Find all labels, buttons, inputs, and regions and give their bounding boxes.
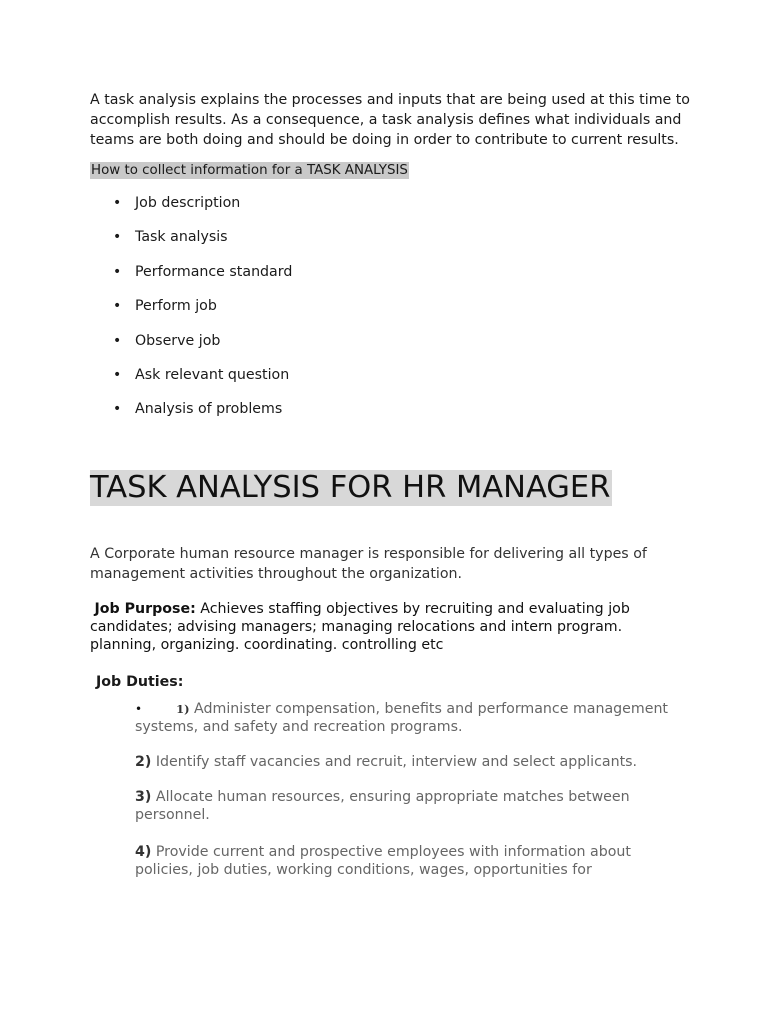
duty-number: 3) — [135, 788, 152, 805]
job-purpose-text: Achieves staffing objectives by recruiting and evaluating job candidates; advising managers; managing relocations and intern program. planning, organizing. coordinating. controlling etc — [90, 600, 630, 653]
list-item-text: Ask relevant question — [135, 366, 290, 383]
duty-number: 1) — [176, 701, 190, 716]
list-item — [90, 262, 690, 282]
document-page — [90, 90, 690, 879]
duty-item — [135, 843, 690, 879]
job-purpose-paragraph — [90, 600, 690, 654]
bullet-icon: • — [113, 366, 122, 383]
duty-item — [135, 753, 690, 771]
list-item — [90, 365, 690, 385]
duty-text: Provide current and prospective employees with information about policies, job duties, working conditions, wages, opportunities for — [135, 843, 631, 878]
duty-number: 4) — [135, 843, 152, 860]
job-duties-label: Job Duties: — [96, 673, 184, 690]
list-item — [90, 227, 690, 247]
list-item — [90, 331, 690, 351]
bullet-icon: • — [113, 298, 122, 315]
list-item-text: Perform job — [135, 298, 217, 315]
list-item-text: Job description — [135, 195, 241, 211]
list-item-text: Observe job — [135, 332, 221, 349]
intro-paragraph: A task analysis explains the processes and inputs that are being used at this time to accomplish results. As a consequence, a task analysis defines what individuals and teams are both doing and should be doing in order to contribute to current results. — [90, 92, 690, 148]
list-item — [90, 296, 690, 316]
duty-number: 2) — [135, 753, 152, 770]
duty-text: Administer compensation, benefits and performance management systems, and safety and recreation programs. — [135, 700, 668, 735]
duty-text: Identify staff vacancies and recruit, interview and select applicants. — [151, 753, 638, 770]
bullet-icon: • — [113, 401, 122, 418]
list-item-text: Performance standard — [135, 263, 293, 280]
bullet-icon: • — [113, 332, 122, 349]
list-item-text: Analysis of problems — [135, 401, 283, 418]
bullet-icon: • — [113, 263, 122, 280]
bullet-icon: • — [135, 701, 143, 716]
list-item — [90, 399, 690, 419]
job-purpose-label: Job Purpose: — [94, 600, 196, 617]
collect-info-list — [90, 193, 690, 419]
page-title: TASK ANALYSIS FOR HR MANAGER — [90, 469, 611, 505]
list-item — [90, 193, 690, 213]
bullet-icon: • — [113, 229, 122, 246]
duty-item — [135, 700, 690, 736]
corporate-paragraph: A Corporate human resource manager is responsible for delivering all types of management activities throughout the organization. — [90, 545, 647, 582]
list-item-text: Task analysis — [135, 229, 228, 246]
duty-item — [135, 788, 690, 824]
collect-info-heading: How to collect information for a TASK ANALYSIS — [91, 163, 408, 178]
duty-text: Allocate human resources, ensuring appropriate matches between personnel. — [135, 788, 630, 823]
bullet-icon: • — [113, 195, 122, 211]
